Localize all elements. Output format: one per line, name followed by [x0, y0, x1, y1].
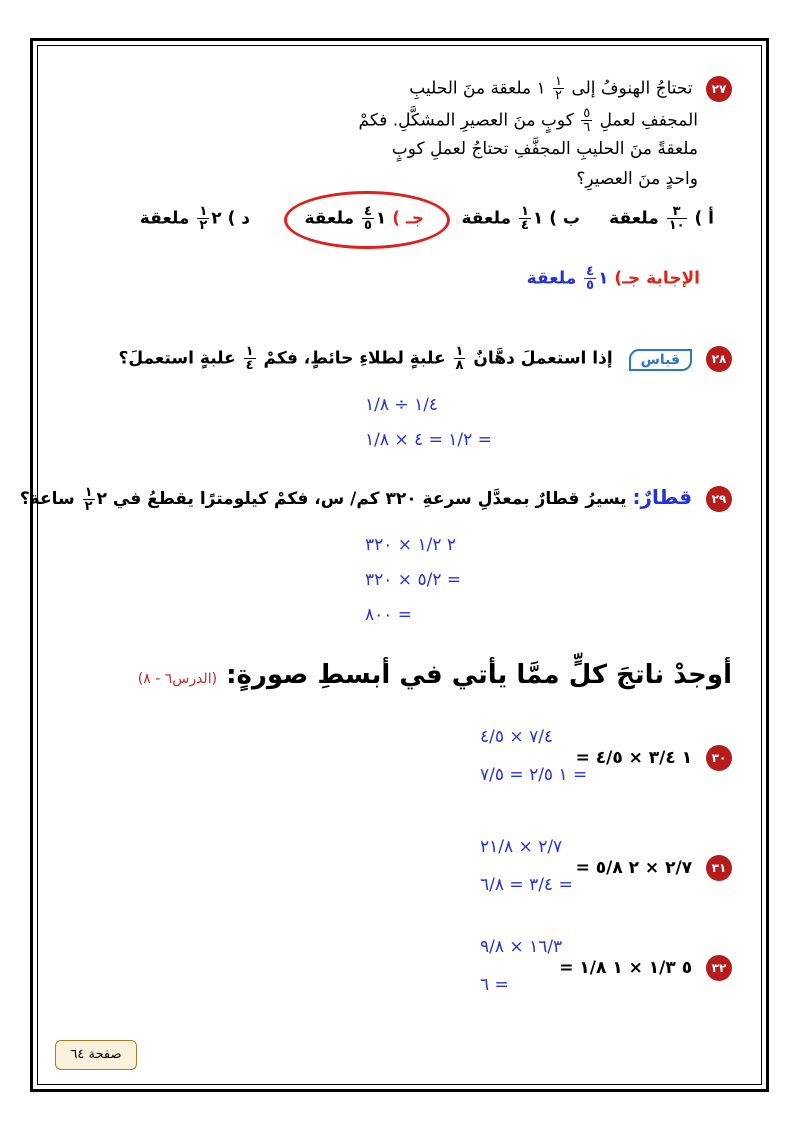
- q29-work-line1: ٢ ١/٢ × ٣٢٠: [365, 535, 457, 555]
- q28-line: [118, 345, 732, 372]
- q32-work-top: ١٦/٣ × ٩/٨: [480, 937, 563, 957]
- q29-text: يسيرُ قطارٌ بمعدَّلِ سرعةِ ٣٢٠ كم/ س، فكمْ كيلومترًا يقطعُ في: [112, 489, 627, 509]
- choice-unit: ملعقة: [461, 208, 512, 229]
- denominator: ٥: [586, 278, 595, 293]
- q27-choice-b[interactable]: [461, 205, 580, 232]
- q27-text-a: تحتاجُ الهنوفُ إلى: [571, 78, 693, 99]
- q28-text-c: علبةٍ استعملَ؟: [118, 348, 236, 369]
- choice-whole: ١: [532, 208, 544, 229]
- choice-whole: ٢: [211, 208, 222, 229]
- numerator: ١: [555, 74, 563, 89]
- q29-tail: ساعة؟: [19, 489, 75, 509]
- q27-line3: ملعقةً منَ الحليبِ المجفَّفِ تحتاجُ لعملِ كوبٍ: [391, 139, 698, 159]
- choice-letter: د ): [227, 208, 250, 229]
- q27-text-c: المجففِ لعملِ: [599, 110, 698, 131]
- numerator: ٥: [583, 106, 591, 121]
- problem-expression: ١ ٣/٤ × ٤/٥: [595, 748, 693, 768]
- q29-line: [20, 485, 732, 513]
- fraction: [584, 265, 596, 292]
- fraction: [244, 345, 256, 372]
- q28-text-b: علبةٍ لطلاءِ حائطٍ، فكمْ: [263, 348, 446, 369]
- choice-unit: ملعقة: [609, 208, 659, 229]
- section-title: أوجدْ ناتجَ كلٍّ ممَّا يأتي في أبسطِ صورةٍ:: [226, 660, 732, 690]
- q29-whole: ٢: [96, 489, 107, 509]
- choice-letter: أ ): [694, 208, 714, 229]
- lesson-reference: (الدرس٦ - ٨): [137, 671, 218, 687]
- question-number-badge: ٢٩: [706, 486, 732, 512]
- q31-work-bottom: ٣/٤ = ٦/٨ =: [480, 875, 573, 895]
- denominator: ٤: [245, 358, 254, 373]
- denominator: ٥: [363, 218, 372, 233]
- q31-work-top: ٢/٧ × ٢١/٨: [480, 837, 563, 857]
- q30-work-bottom: ١ ٢/٥ = ٧/٥ =: [480, 765, 588, 785]
- numerator: ١: [245, 344, 254, 359]
- denominator: ٢: [555, 88, 563, 103]
- fraction: [581, 107, 592, 134]
- question-number-badge: ٢٧: [706, 76, 732, 102]
- q28-work-line2: ١/٢ = ٤ × ١/٨ =: [365, 430, 492, 450]
- equals-sign: =: [575, 858, 590, 878]
- denominator: ١٠: [668, 218, 685, 233]
- q29-work-line3: ٨٠٠ =: [365, 605, 413, 625]
- denominator: ٢: [199, 218, 208, 233]
- numerator: ٤: [363, 204, 372, 219]
- numerator: ١: [520, 204, 529, 219]
- q27-answer: [527, 265, 700, 292]
- q27-line1: [409, 75, 732, 102]
- page-number-tag: صفحة ٦٤: [55, 1040, 137, 1070]
- q31-problem: [576, 855, 732, 881]
- q27-choice-d[interactable]: [140, 205, 250, 232]
- q28-work-line1: ١/٤ ÷ ١/٨: [365, 395, 439, 415]
- q27-line4: واحدٍ منَ العصيرِ؟: [576, 169, 698, 189]
- q30-work-top: ٧/٤ × ٤/٥: [480, 727, 554, 747]
- q27-choice-a[interactable]: [609, 205, 714, 232]
- section-heading: [138, 660, 732, 690]
- q27-text-b: ١ ملعقة منَ الحليبِ: [409, 78, 546, 99]
- choice-letter: ب ): [549, 208, 580, 229]
- question-number-badge: ٢٨: [706, 346, 732, 372]
- numerator: ٤: [586, 264, 595, 279]
- fraction: [553, 75, 564, 102]
- worksheet-page: [19, 55, 750, 1075]
- choice-whole: ١: [375, 208, 387, 229]
- numerator: ١: [84, 484, 93, 500]
- denominator: ٤: [520, 218, 529, 233]
- answer-whole: ١: [598, 268, 609, 289]
- q27-line2: [359, 107, 698, 134]
- measurement-tag: قياس: [629, 349, 692, 371]
- problem-expression: ٢/٧ × ٢ ٥/٨: [595, 858, 693, 878]
- problem-expression: ٥ ١/٣ × ١ ١/٨: [579, 958, 693, 978]
- fraction: [519, 205, 531, 232]
- answer-circle: [284, 191, 450, 249]
- q32-problem: [559, 955, 732, 981]
- choice-unit: ملعقة: [139, 208, 190, 229]
- denominator: ٨: [455, 358, 464, 373]
- q29-work-line2: ٥/٢ × ٣٢٠ =: [365, 570, 462, 590]
- q28-text-a: إذا استعملَ دهَّانٌ: [473, 348, 613, 369]
- equals-sign: =: [559, 958, 574, 978]
- question-number-badge: ٣١: [706, 855, 732, 881]
- q30-problem: [576, 745, 732, 771]
- choice-unit: ملعقة: [304, 208, 355, 229]
- answer-label: الإجابة جـ): [614, 268, 700, 289]
- q32-work-bottom: ٦ =: [480, 975, 509, 995]
- fraction: [667, 205, 687, 232]
- fraction: [454, 345, 466, 372]
- q29-label: قطارٌ:: [632, 485, 693, 509]
- question-number-badge: ٣٠: [706, 745, 732, 771]
- equals-sign: =: [575, 748, 590, 768]
- numerator: ١: [455, 344, 464, 359]
- answer-unit: ملعقة: [526, 268, 577, 289]
- denominator: ٢: [84, 498, 93, 514]
- choice-letter: جـ ): [392, 208, 424, 229]
- numerator: ٣: [667, 205, 687, 219]
- question-number-badge: ٣٢: [706, 955, 732, 981]
- denominator: ٦: [583, 120, 591, 135]
- fraction: [83, 486, 95, 513]
- numerator: ١: [199, 204, 208, 219]
- q27-text-d: كوبٍ منَ العصيرِ المشكَّلِ. فكمْ: [358, 110, 574, 131]
- fraction: [197, 205, 209, 232]
